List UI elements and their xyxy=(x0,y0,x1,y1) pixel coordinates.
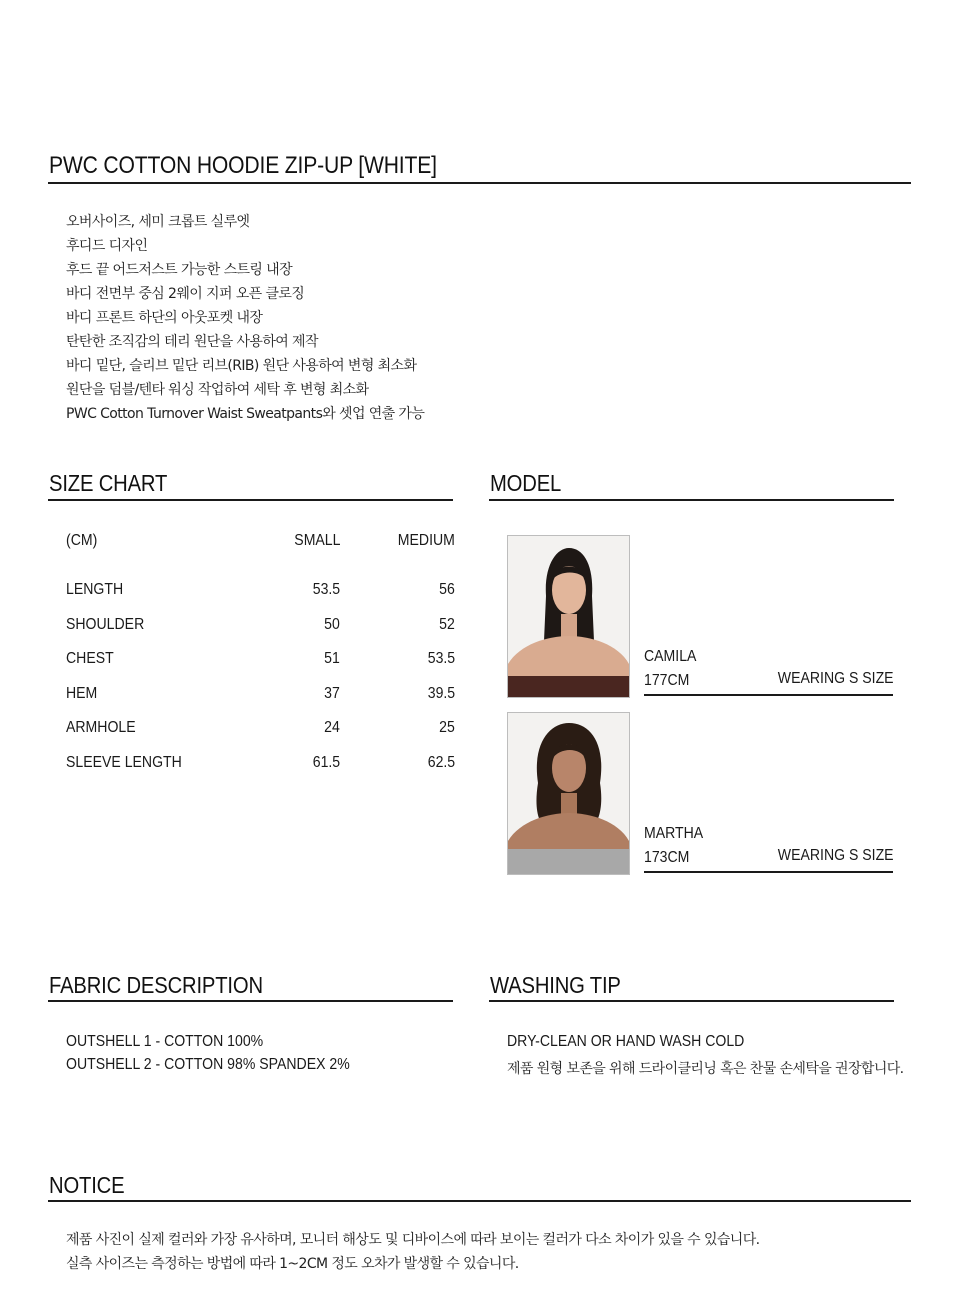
notice-line: 실측 사이즈는 측정하는 방법에 따라 1~2CM 정도 오차가 발생할 수 있습니다. xyxy=(66,1256,519,1272)
detail-item: 바디 밑단, 슬리브 밑단 리브(RIB) 원단 사용하여 변형 최소화 xyxy=(66,358,417,374)
medium-value: 39.5 xyxy=(427,684,455,702)
notice-divider xyxy=(48,1200,911,1202)
model-height: 173CM xyxy=(644,849,690,866)
model-photo-martha xyxy=(507,712,630,875)
row-label: LENGTH xyxy=(66,581,124,598)
table-row xyxy=(66,647,456,682)
detail-item: 원단을 덤블/텐타 워싱 작업하여 세탁 후 변형 최소화 xyxy=(66,382,369,398)
model-top-color xyxy=(508,849,629,874)
detail-item: 바디 프론트 하단의 아웃포켓 내장 xyxy=(66,310,263,326)
size-chart-divider xyxy=(48,499,453,501)
model-divider xyxy=(489,499,894,501)
notice-line: 제품 사진이 실제 컬러와 가장 유사하며, 모니터 해상도 및 디바이스에 따라 보이는 컬러가 다소 차이가 있을 수 있습니다. xyxy=(66,1232,760,1248)
row-label: HEM xyxy=(66,684,98,702)
washing-divider xyxy=(489,1000,894,1002)
washing-note: 제품 원형 보존을 위해 드라이클리닝 혹은 찬물 손세탁을 권장합니다. xyxy=(507,1061,904,1077)
model-divider-line xyxy=(644,871,893,873)
row-label: SLEEVE LENGTH xyxy=(66,753,182,771)
row-label: CHEST xyxy=(66,650,114,667)
medium-value: 52 xyxy=(439,615,455,633)
notice-title: NOTICE xyxy=(49,1172,125,1198)
fabric-divider xyxy=(48,1000,453,1002)
title-divider xyxy=(48,182,911,184)
model-photo-camila xyxy=(507,535,630,698)
medium-value: 62.5 xyxy=(427,753,455,771)
detail-item: 후디드 디자인 xyxy=(66,238,148,254)
medium-value: 56 xyxy=(439,581,455,598)
unit-label: (CM) xyxy=(66,532,98,549)
table-row xyxy=(66,716,456,751)
table-row xyxy=(66,751,456,786)
detail-item: 바디 전면부 중심 2웨이 지퍼 오픈 클로징 xyxy=(66,286,305,302)
small-value: 50 xyxy=(324,615,340,633)
detail-item: 후드 끝 어드저스트 가능한 스트링 내장 xyxy=(66,262,293,278)
column-header-small: SMALL xyxy=(293,532,340,549)
product-title: PWC COTTON HOODIE ZIP-UP [WHITE] xyxy=(49,152,437,179)
model-name: MARTHA xyxy=(644,825,704,842)
small-value: 53.5 xyxy=(312,581,340,598)
medium-value: 53.5 xyxy=(427,650,455,667)
washing-title: WASHING TIP xyxy=(490,972,621,998)
washing-instruction: DRY-CLEAN OR HAND WASH COLD xyxy=(507,1033,745,1050)
small-value: 51 xyxy=(324,650,340,667)
size-chart-title: SIZE CHART xyxy=(49,470,168,496)
detail-item: 탄탄한 조직감의 테리 원단을 사용하여 제작 xyxy=(66,334,318,350)
model-divider-line xyxy=(644,694,893,696)
detail-item: 오버사이즈, 세미 크롭트 실루엣 xyxy=(66,214,250,230)
fabric-title: FABRIC DESCRIPTION xyxy=(49,972,263,998)
size-chart-table xyxy=(66,529,456,785)
detail-item: PWC Cotton Turnover Waist Sweatpants와 셋업 연출 가능 xyxy=(66,406,425,422)
model-wearing-size: WEARING S SIZE xyxy=(778,670,894,687)
product-details-list xyxy=(66,210,424,426)
row-label: ARMHOLE xyxy=(66,719,136,736)
column-header-medium: MEDIUM xyxy=(397,532,455,549)
size-chart-header-row xyxy=(66,529,456,578)
fabric-line: OUTSHELL 1 - COTTON 100% xyxy=(66,1033,264,1050)
model-title: MODEL xyxy=(490,470,562,496)
model-top-color xyxy=(508,676,629,697)
model-wearing-size: WEARING S SIZE xyxy=(778,847,894,864)
portrait-image xyxy=(508,536,629,697)
small-value: 24 xyxy=(324,719,340,736)
table-row xyxy=(66,578,456,613)
small-value: 37 xyxy=(324,684,340,702)
portrait-image xyxy=(508,713,629,874)
medium-value: 25 xyxy=(439,719,455,736)
model-name: CAMILA xyxy=(644,648,697,665)
small-value: 61.5 xyxy=(312,753,340,771)
row-label: SHOULDER xyxy=(66,615,145,633)
model-height: 177CM xyxy=(644,672,690,689)
table-row xyxy=(66,613,456,648)
table-row xyxy=(66,682,456,717)
fabric-line: OUTSHELL 2 - COTTON 98% SPANDEX 2% xyxy=(66,1056,350,1073)
